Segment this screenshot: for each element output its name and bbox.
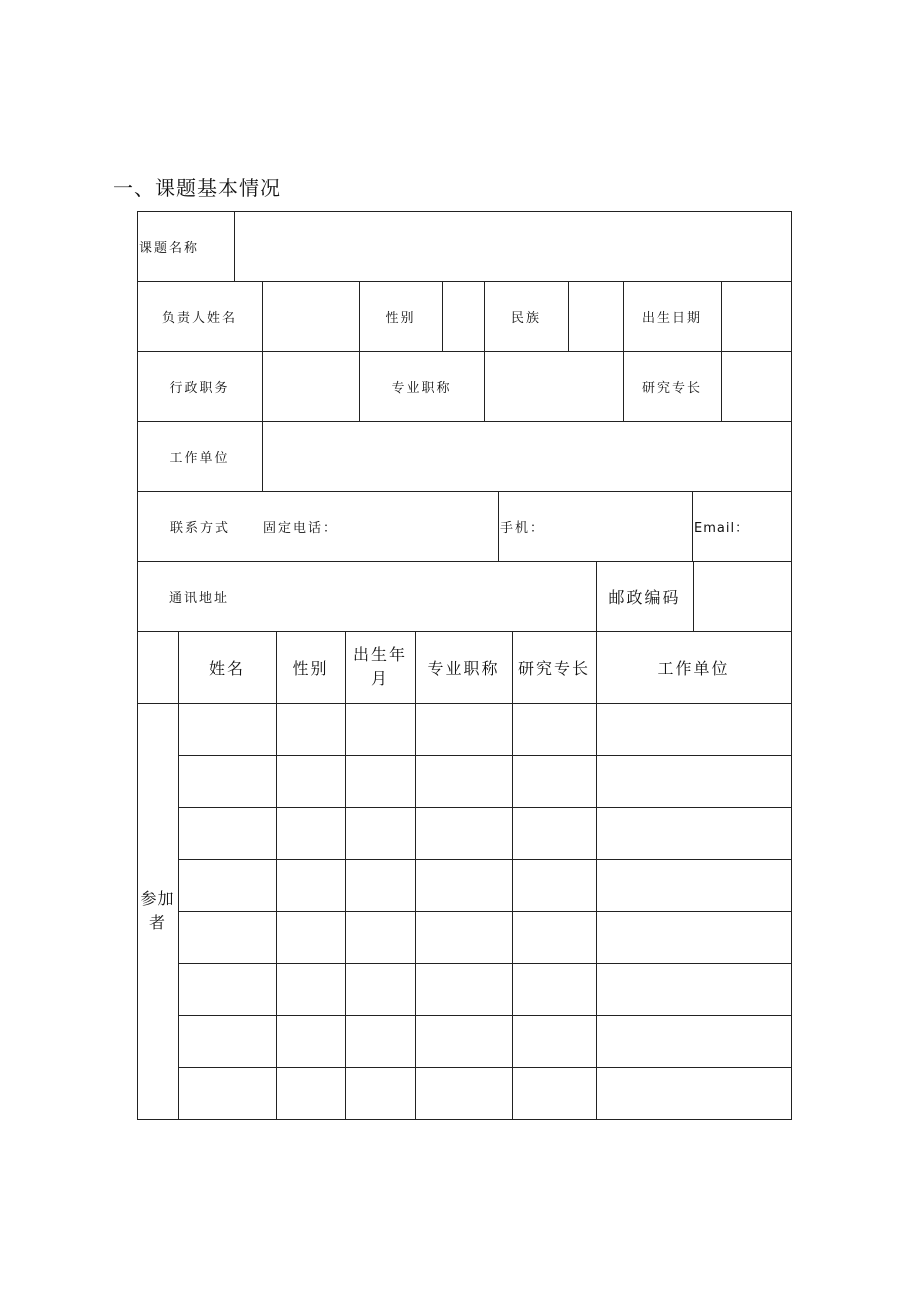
- participant-pro-title-cell[interactable]: [415, 911, 512, 963]
- participant-research-cell[interactable]: [512, 1015, 596, 1067]
- participant-pro-title-cell[interactable]: [415, 963, 512, 1015]
- participant-research-cell[interactable]: [512, 755, 596, 807]
- participant-gender-cell[interactable]: [276, 1067, 345, 1119]
- label-topic-name: 课题名称: [139, 240, 200, 256]
- topic-name-field[interactable]: [234, 211, 791, 281]
- label-postal-code: 邮政编码: [608, 587, 681, 607]
- label-gender: 性别: [385, 310, 416, 326]
- participant-pro-title-cell[interactable]: [415, 859, 512, 911]
- participant-gender-cell[interactable]: [276, 807, 345, 859]
- participant-pro-title-cell[interactable]: [415, 755, 512, 807]
- grid-line: [498, 491, 499, 562]
- participant-name-cell[interactable]: [178, 1067, 276, 1119]
- label-leader-name: 负责人姓名: [161, 310, 237, 326]
- participant-gender-cell[interactable]: [276, 963, 345, 1015]
- col-header-research: 研究专长: [517, 658, 590, 678]
- participant-birth-cell[interactable]: [345, 911, 415, 963]
- side-label-line2: 者: [148, 913, 166, 932]
- mobile-field[interactable]: 手机：: [500, 520, 546, 536]
- ethnicity-field[interactable]: [568, 281, 623, 351]
- participant-gender-cell[interactable]: [276, 755, 345, 807]
- participant-name-cell[interactable]: [178, 859, 276, 911]
- participant-gender-cell[interactable]: [276, 1015, 345, 1067]
- grid-line: [791, 211, 792, 1120]
- participant-pro-title-cell[interactable]: [415, 703, 512, 755]
- participant-name-cell[interactable]: [178, 807, 276, 859]
- col-header-work-unit: 工作单位: [657, 658, 730, 678]
- postal-code-field[interactable]: [693, 561, 791, 631]
- col-header-pro-title: 专业职称: [427, 658, 500, 678]
- participant-gender-cell[interactable]: [276, 703, 345, 755]
- participant-pro-title-cell[interactable]: [415, 1015, 512, 1067]
- participant-research-cell[interactable]: [512, 859, 596, 911]
- grid-line: [692, 491, 693, 562]
- admin-post-field[interactable]: [262, 351, 359, 421]
- col-header-gender: 性别: [292, 658, 329, 678]
- participant-gender-cell[interactable]: [276, 911, 345, 963]
- fixed-phone-field[interactable]: 固定电话：: [263, 520, 339, 536]
- participant-name-cell[interactable]: [178, 911, 276, 963]
- work-unit-field[interactable]: [262, 421, 791, 491]
- section-heading: 一、课题基本情况: [113, 176, 281, 200]
- basic-info-form: [137, 211, 791, 1119]
- col-header-birth-line2: 月: [370, 669, 389, 688]
- participant-birth-cell[interactable]: [345, 703, 415, 755]
- label-contact: 联系方式: [170, 520, 231, 536]
- birth-date-field[interactable]: [721, 281, 791, 351]
- participant-research-cell[interactable]: [512, 911, 596, 963]
- participant-birth-cell[interactable]: [345, 963, 415, 1015]
- participant-work-unit-cell[interactable]: [596, 807, 791, 859]
- participant-work-unit-cell[interactable]: [596, 963, 791, 1015]
- participant-name-cell[interactable]: [178, 1015, 276, 1067]
- participant-work-unit-cell[interactable]: [596, 703, 791, 755]
- pro-title-field[interactable]: [484, 351, 623, 421]
- gender-field[interactable]: [442, 281, 484, 351]
- participant-work-unit-cell[interactable]: [596, 859, 791, 911]
- col-header-birth-line1: 出生年: [352, 645, 407, 664]
- label-work-unit: 工作单位: [169, 450, 230, 466]
- address-field[interactable]: [269, 561, 596, 631]
- participant-birth-cell[interactable]: [345, 1067, 415, 1119]
- leader-name-field[interactable]: [262, 281, 359, 351]
- participant-work-unit-cell[interactable]: [596, 911, 791, 963]
- participant-work-unit-cell[interactable]: [596, 1015, 791, 1067]
- email-field[interactable]: Email：: [694, 520, 750, 536]
- grid-line: [137, 1119, 792, 1120]
- label-address: 通讯地址: [169, 590, 230, 606]
- participants-side-label: [137, 703, 178, 1119]
- side-label-line1: 参加: [140, 889, 175, 908]
- participant-work-unit-cell[interactable]: [596, 755, 791, 807]
- label-pro-title: 专业职称: [391, 380, 452, 396]
- label-ethnicity: 民族: [510, 310, 541, 326]
- label-birth-date: 出生日期: [641, 310, 702, 326]
- participant-work-unit-cell[interactable]: [596, 1067, 791, 1119]
- participant-pro-title-cell[interactable]: [415, 807, 512, 859]
- participant-research-cell[interactable]: [512, 703, 596, 755]
- research-specialty-field[interactable]: [721, 351, 791, 421]
- label-admin-post: 行政职务: [169, 380, 230, 396]
- participant-name-cell[interactable]: [178, 963, 276, 1015]
- participant-name-cell[interactable]: [178, 703, 276, 755]
- participant-birth-cell[interactable]: [345, 807, 415, 859]
- participant-pro-title-cell[interactable]: [415, 1067, 512, 1119]
- participant-research-cell[interactable]: [512, 1067, 596, 1119]
- participant-gender-cell[interactable]: [276, 859, 345, 911]
- participant-birth-cell[interactable]: [345, 1015, 415, 1067]
- participant-birth-cell[interactable]: [345, 859, 415, 911]
- participant-research-cell[interactable]: [512, 807, 596, 859]
- label-research-specialty: 研究专长: [641, 380, 702, 396]
- participant-name-cell[interactable]: [178, 755, 276, 807]
- participant-research-cell[interactable]: [512, 963, 596, 1015]
- col-header-name: 姓名: [208, 658, 245, 678]
- col-header-birth: [345, 631, 415, 703]
- participant-birth-cell[interactable]: [345, 755, 415, 807]
